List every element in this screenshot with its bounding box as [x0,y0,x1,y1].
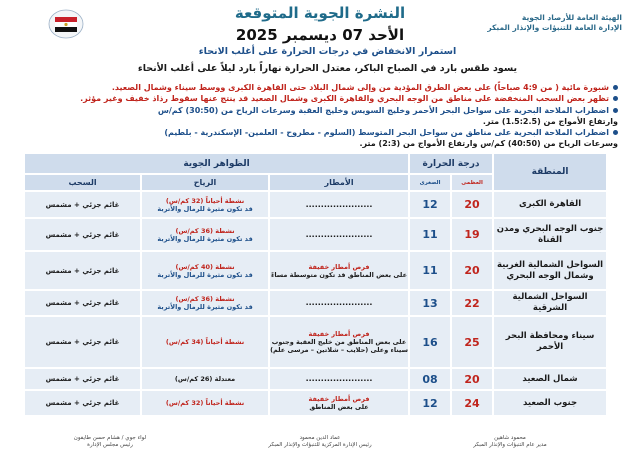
wind-cell: نشطة أحياناً (32 كم/س) [142,391,268,415]
region-cell: القاهرة الكبرى [494,192,606,217]
bullet-mediterranean-waves: وسرعات الرياح من (40:50) كم/س وارتفاع الأمواج من (2:3) متر. [359,139,618,148]
header-phenomena: الظواهر الجوية [25,154,408,173]
forecast-table [23,152,608,417]
signature-forecast-director: محمود شاهين مدير عام التنبؤات والإنذار المبكر [473,435,547,448]
wind-cell: نشطة (36 كم/س) قد تكون مثيرة للرمال والأتربة [142,219,268,250]
min-temp-cell: 11 [410,252,450,289]
header-max-temp: العظمى [452,175,492,190]
region-cell: السواحل الشمالية الغربية وشمال الوجه البحري [494,252,606,289]
bulletin-date: الأحد 07 ديسمبر 2025 [235,26,405,44]
region-cell: سيناء ومحافظة البحر الأحمر [494,317,606,367]
bulletin-title: النشرة الجوية المتوقعة [234,4,406,22]
table-row [25,252,606,289]
rain-cell: ...................... [270,219,408,250]
min-temp-cell: 12 [410,391,450,415]
clouds-cell: غائم جزئي + مشمس [25,291,140,315]
summary-conditions: يسود طقس بارد في الصباح الباكر، معتدل الحرارة نهاراً بارد ليلاً على أغلب الأنحاء [137,63,518,74]
region-cell: شمال الصعيد [494,369,606,389]
region-cell: السواحل الشمالية الشرقية [494,291,606,315]
clouds-cell: غائم جزئي + مشمس [25,252,140,289]
wind-cell: نشطة أحياناً (34 كم/س) [142,317,268,367]
signature-central-director: عماد الدين محمود رئيس الإدارة المركزية للتنبؤات والإنذار المبكر [268,435,372,448]
rain-cell: فرص أمطار خفيفة على بعض المناطق قد تكون متوسطة مساءً [270,252,408,289]
bullet-red-sea-waves: وارتفاع الأمواج من (1.5:2.5) متر. [482,117,618,126]
wind-cell: نشطة (36 كم/س) قد تكون مثيرة للرمال والأتربة [142,291,268,315]
clouds-cell: غائم جزئي + مشمس [25,391,140,415]
clouds-cell: غائم جزئي + مشمس [25,192,140,217]
rain-cell: ...................... [270,369,408,389]
max-temp-cell: 20 [452,369,492,389]
max-temp-cell: 19 [452,219,492,250]
max-temp-cell: 22 [452,291,492,315]
bullet-dot-icon [613,130,618,135]
header-temperature: درجة الحرارة [410,154,492,173]
bullet-mediterranean-navigation: اضطراب الملاحة البحرية على مناطق من سواحل البحر المتوسط (السلوم - مطروح - العلمين- الإسكندرية - بلطيم) [18,128,618,138]
min-temp-cell: 08 [410,369,450,389]
min-temp-cell: 11 [410,219,450,250]
egyptian-flag-logo-icon [48,9,84,39]
org-name-line1: الهيئة العامة للأرصاد الجوية [521,13,622,22]
min-temp-cell: 12 [410,192,450,217]
bullet-dot-icon [613,108,618,113]
bullet-dot-icon [613,85,618,90]
wind-cell: نشطة أحياناً (32 كم/س) قد تكون مثيرة للرمال والأتربة [142,192,268,217]
max-temp-cell: 24 [452,391,492,415]
table-row [25,192,606,217]
bullet-dot-icon [613,96,618,101]
rain-cell: ...................... [270,192,408,217]
wind-cell: معتدلة (26 كم/س) [142,369,268,389]
table-row [25,291,606,315]
header-rain: الأمطار [270,175,408,190]
table-row [25,391,606,415]
wind-cell: نشطة (40 كم/س) قد تكون مثيرة للرمال والأتربة [142,252,268,289]
header-wind: الرياح [142,175,268,190]
region-cell: جنوب الوجه البحري ومدن القناة [494,219,606,250]
table-row [25,219,606,250]
table-row [25,369,606,389]
table-row [25,317,606,367]
summary-headline: استمرار الانخفاض في درجات الحرارة على أغلب الانحاء [198,46,457,57]
rain-cell: فرص أمطار خفيفة على بعض المناطق [270,391,408,415]
rain-cell: فرص أمطار خفيفة على بعض المناطق من خليج العقبة وجنوب سيناء وعلى (حلايب – شلاتين – مرسى علم) [270,317,408,367]
clouds-cell: غائم جزئي + مشمس [25,369,140,389]
clouds-cell: غائم جزئي + مشمس [25,219,140,250]
max-temp-cell: 20 [452,252,492,289]
header-region: المنطقة [494,154,606,190]
min-temp-cell: 13 [410,291,450,315]
bullet-low-clouds: تظهر بعض السحب المنخفضة على مناطق من الوجه البحري والقاهرة الكبرى وشمال الصعيد قد ينتج عنها سقوط رذاذ خفيف وغير مؤثر. [18,94,618,104]
bullet-red-sea-navigation: اضطراب الملاحة البحرية على سواحل البحر الأحمر وخليج السويس وخليج العقبة وسرعات الرياح من (30:50) كم/س [18,106,618,116]
min-temp-cell: 16 [410,317,450,367]
max-temp-cell: 25 [452,317,492,367]
header-min-temp: الصغرى [410,175,450,190]
signature-board-chairman: لواء جوي / هشام حسن طايفون رئيس مجلس الإدارة [73,435,147,448]
bullet-fog: شبورة مائية ( من 4:9 صباحاً) على بعض الطرق المؤدية من وإلى شمال البلاد حتى القاهرة الكبرى ووسط سيناء وشمال الصعيد. [18,83,618,93]
clouds-cell: غائم جزئي + مشمس [25,317,140,367]
rain-cell: ...................... [270,291,408,315]
header-clouds: السحب [25,175,140,190]
header [0,0,640,44]
region-cell: جنوب الصعيد [494,391,606,415]
max-temp-cell: 20 [452,192,492,217]
org-name-line2: الإدارة العامة للتنبؤات والإنذار المبكر [487,23,622,32]
